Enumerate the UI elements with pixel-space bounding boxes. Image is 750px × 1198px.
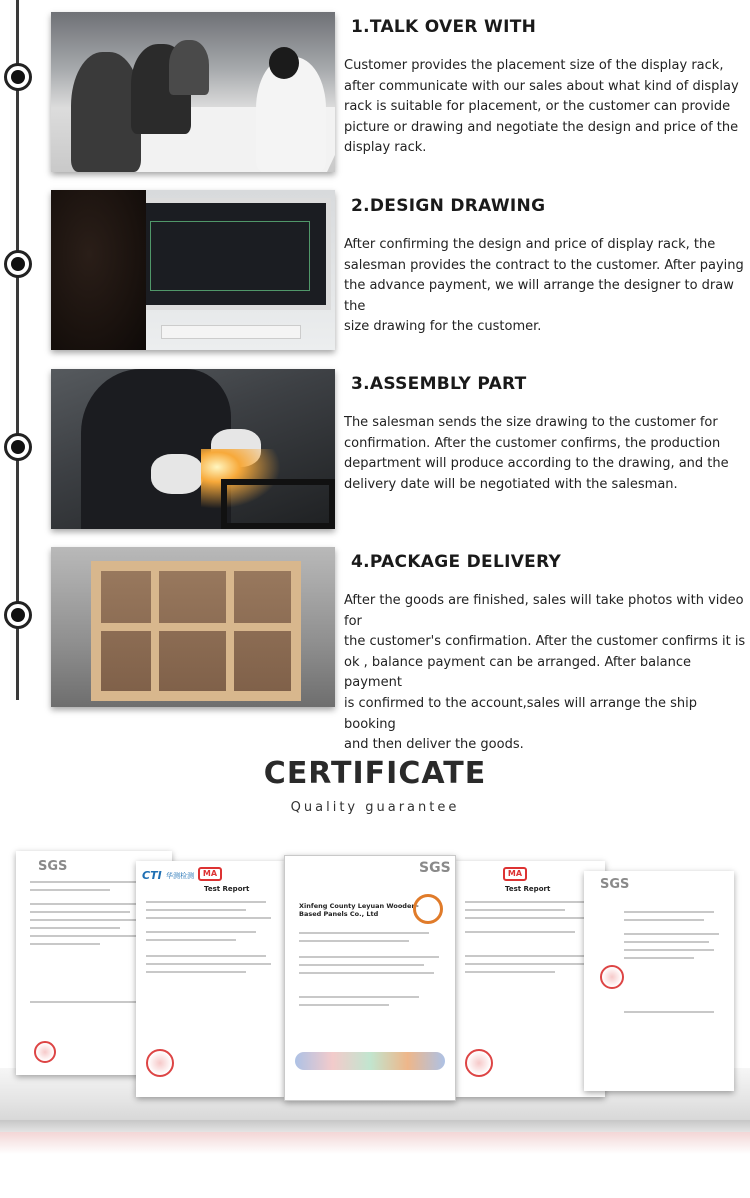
timeline-dot-1 — [4, 63, 32, 91]
step-3-text: The salesman sends the size drawing to the customer for confirmation. After the customer confirms, the production department will produce according to the drawing, and the delivery date will be negotiated with the salesman. — [344, 415, 729, 492]
test-report-heading: Test Report — [505, 885, 551, 893]
certificate-subtitle: Quality guarantee — [290, 800, 460, 815]
seal-stamp — [600, 965, 624, 989]
certificate-company-name: Xinfeng County Leyuan Wooden-Based Panels Co., Ltd — [299, 902, 419, 918]
step-4-title: 4.PACKAGE DELIVERY — [351, 552, 562, 572]
certificate-doc-sgs-center — [284, 855, 456, 1101]
certificate-doc-cti-report-2 — [455, 861, 605, 1097]
seal-stamp — [34, 1041, 56, 1063]
timeline-rail — [16, 0, 19, 700]
package-photo — [51, 547, 335, 707]
sgs-round-logo — [413, 894, 443, 924]
seal-stamp — [146, 1049, 174, 1077]
step-1-text: Customer provides the placement size of the display rack, after communicate with our sales about what kind of display rack is suitable for placement, or the customer can provide picture or drawing and negotiate the design and price of the display rack. — [344, 58, 739, 156]
certificate-title: CERTIFICATE — [263, 756, 487, 791]
sgs-logo: SGS — [38, 859, 68, 874]
seal-stamp — [465, 1049, 493, 1077]
timeline-dot-3 — [4, 433, 32, 461]
ma-logo: MA — [198, 867, 222, 881]
step-4-text: After the goods are finished, sales will take photos with video for the customer's confirmation. After the customer confirms it is ok , balance payment can be arranged. After balance payment is confirmed to the account,sales will arrange the ship booking and then deliver the goods. — [344, 593, 746, 753]
shelf-reflection — [0, 1132, 750, 1154]
test-report-heading: Test Report — [204, 885, 250, 893]
timeline-dot-4 — [4, 601, 32, 629]
certificate-doc-cti-report — [136, 861, 284, 1097]
sgs-accreditation-strip — [295, 1052, 445, 1070]
step-2-text: After confirming the design and price of display rack, the salesman provides the contract to the customer. After paying the advance payment, we will arrange the designer to draw the size drawing for the customer. — [344, 237, 744, 335]
timeline-dot-2 — [4, 250, 32, 278]
assembly-photo — [51, 369, 335, 529]
sgs-logo: SGS — [419, 860, 451, 876]
certificate-doc-sgs-right — [584, 871, 734, 1091]
design-photo — [51, 190, 335, 350]
cti-logo: CTI — [142, 869, 162, 882]
step-1-title: 1.TALK OVER WITH — [351, 17, 537, 37]
step-2-title: 2.DESIGN DRAWING — [351, 196, 546, 216]
step-3-title: 3.ASSEMBLY PART — [351, 374, 527, 394]
sgs-logo: SGS — [600, 877, 630, 892]
cti-chinese-name: 华测检测 — [166, 872, 194, 880]
meeting-photo — [51, 12, 335, 172]
ma-logo: MA — [503, 867, 527, 881]
